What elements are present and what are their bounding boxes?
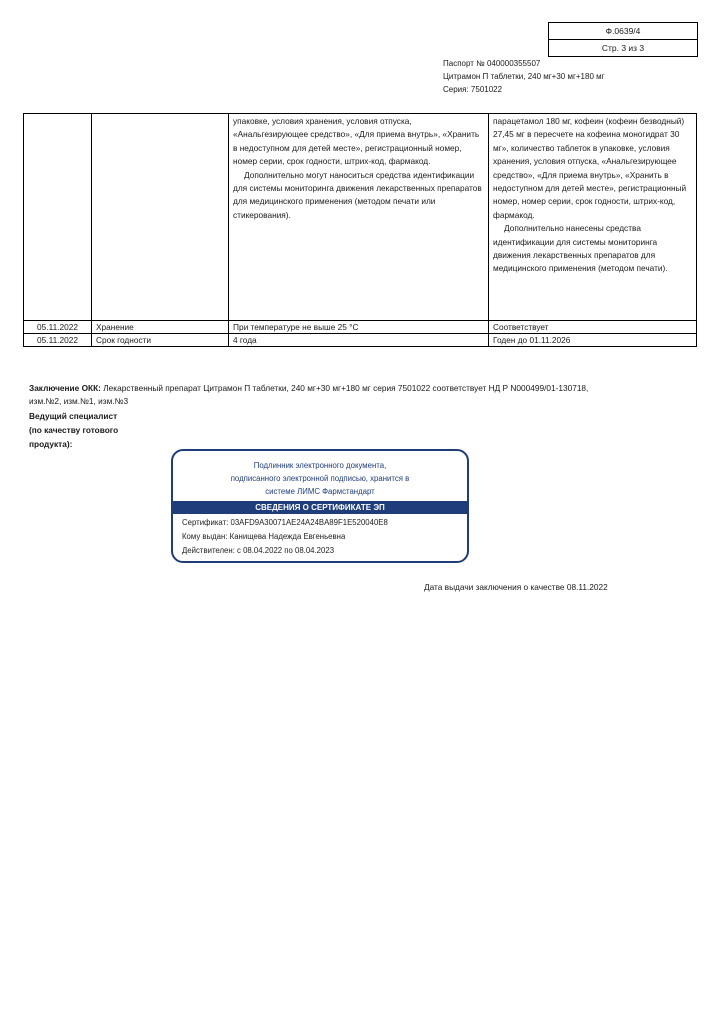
series-number: Серия: 7501022 [443, 85, 503, 94]
stamp-line: подписанного электронной подписью, хранится в [230, 474, 410, 483]
certificate-header: СВЕДЕНИЯ О СЕРТИФИКАТЕ ЭП [173, 501, 467, 514]
conclusion-text: Лекарственный препарат Цитрамон П таблетки, 240 мг+30 мг+180 мг серия 7501022 соответствует НД Р N000499/01-130718, изм.№2, изм.№1, изм.№3 [29, 383, 589, 406]
issue-date: Дата выдачи заключения о качестве 08.11.2022 [424, 582, 608, 592]
certificate-id: Сертификат: 03AFD9A30071AE24A24BA89F1E520040E8 [182, 518, 388, 527]
table-row [24, 114, 697, 321]
parameter-name: Срок годности [92, 334, 229, 347]
certificate-owner: Кому выдан: Канищева Надежда Евгеньевна [182, 532, 346, 541]
electronic-signature-stamp [171, 449, 469, 563]
stamp-notice [173, 459, 467, 498]
requirement-value: При температуре не выше 25 °С [229, 321, 489, 334]
test-date: 05.11.2022 [24, 334, 92, 347]
stamp-line: Подлинник электронного документа, [253, 461, 387, 470]
requirement-value: 4 года [229, 334, 489, 347]
form-number-box [548, 22, 698, 57]
table-row [24, 334, 697, 347]
lead-specialist-label: Ведущий специалист (по качеству готового продукта): [29, 411, 119, 449]
form-code: Ф.0639/4 [605, 26, 641, 36]
test-date: 05.11.2022 [24, 321, 92, 334]
test-results-table [23, 113, 697, 347]
parameter-name: Хранение [92, 321, 229, 334]
certificate-validity: Действителен: с 08.04.2022 по 08.04.2023 [182, 546, 335, 555]
stamp-line: системе ЛИМС Фармстандарт [265, 487, 375, 496]
requirement-cell [229, 114, 489, 321]
result-value: Годен до 01.11.2026 [489, 334, 697, 347]
result-paragraph: Дополнительно нанесены средства идентификации для системы мониторинга движения лекарственных препаратов для медицинского применения (методом печати). [493, 223, 668, 274]
qc-conclusion [29, 382, 589, 408]
passport-number: Паспорт № 040000355507 [443, 59, 541, 68]
product-name: Цитрамон П таблетки, 240 мг+30 мг+180 мг [443, 72, 605, 81]
result-cell [489, 114, 697, 321]
passport-header [443, 57, 605, 96]
page-indicator: Стр. 3 из 3 [549, 39, 697, 56]
requirement-paragraph: упаковке, условия хранения, условия отпуска, «Анальгезирующее средство», «Для приема внутрь», «Хранить в недоступном для детей месте», регистрационный номер, номер серии, срок годности, штрих-код, фармакод. [233, 116, 480, 167]
result-paragraph: парацетамол 180 мг, кофеин (кофеин безводный) 27,45 мг в пересчете на кофеина моногидрат 30 мг», количество таблеток в упаковке, условия хранения, условия отпуска, «Анальгезирующее средство», «Для приема внутрь», «Хранить в недоступном для детей месте», регистрационный номер, номер серии, срок годности, штрих-код, фармакод. [493, 116, 687, 220]
table-row [24, 321, 697, 334]
result-value: Соответствует [489, 321, 697, 334]
requirement-paragraph: Дополнительно могут наноситься средства идентификации для системы мониторинга движения лекарственных препаратов для медицинского применения (методом печати или стикерования). [233, 169, 482, 220]
conclusion-label: Заключение ОКК: [29, 383, 101, 393]
